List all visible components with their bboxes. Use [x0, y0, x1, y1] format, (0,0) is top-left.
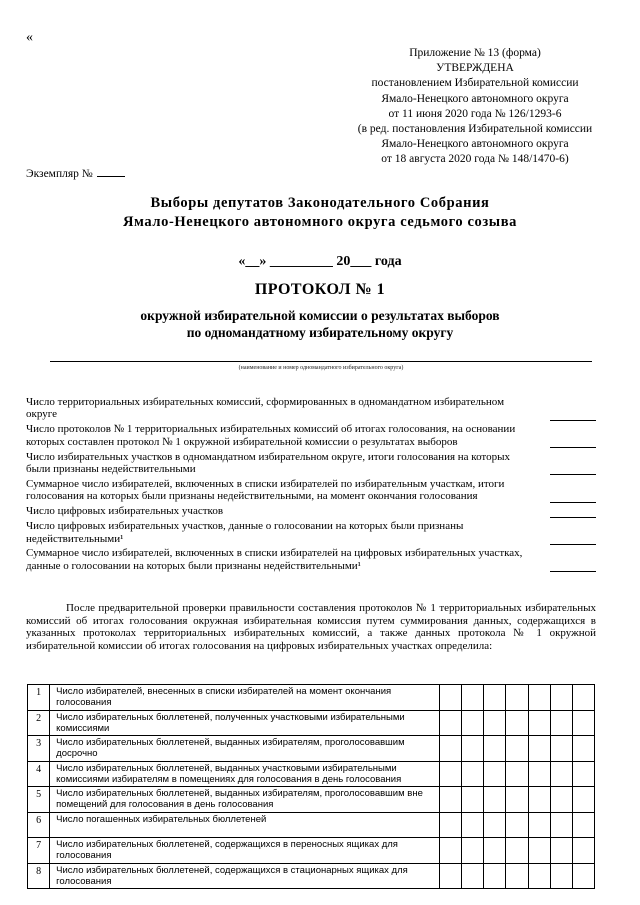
digit-box[interactable] [462, 710, 484, 736]
district-name-caption: (наименование и номер одномандатного избирательного округа) [238, 365, 404, 371]
answer-blank [550, 517, 596, 518]
digit-box[interactable] [506, 761, 528, 787]
answer-blank [550, 544, 596, 545]
digit-box[interactable] [550, 863, 572, 889]
summary-item-text: Число избирательных участков в одномандатном избирательном округе, итоги голосования на которых были признаны недействительными [26, 450, 510, 476]
approval-line: Приложение № 13 (форма) [409, 47, 541, 59]
approval-line: Ямало-Ненецкого автономного округа [381, 138, 569, 151]
digit-box[interactable] [506, 863, 528, 889]
digit-box[interactable] [484, 812, 506, 838]
digit-box[interactable] [550, 685, 572, 711]
digit-box[interactable] [528, 838, 550, 864]
summary-item [26, 520, 600, 545]
determination-paragraph: После предварительной проверки правильности составления протоколов № 1 территориальных избирательных комиссий об итогах голосования окружная избирательная комиссия путем суммирования данных, содержащихся в указанных протоколах территориальных избирательных комиссий, а также данных протокола № 1 окружной избирательной комиссии об итогах голосования на цифровых избирательных участках определила: [26, 602, 596, 652]
digit-box[interactable] [462, 761, 484, 787]
row-label: Число избирательных бюллетеней, выданных избирателям, проголосовавшим вне помещений для голосования в день голосования [50, 787, 440, 813]
protocol-subtitle-line: окружной избирательной комиссии о результатах выборов [140, 308, 500, 323]
digit-box[interactable] [462, 787, 484, 813]
copy-number-label: Экземпляр № [26, 168, 93, 180]
row-label: Число избирателей, внесенных в списки избирателей на момент окончания голосования [50, 685, 440, 711]
digit-box[interactable] [439, 685, 461, 711]
summary-item-text: Число протоколов № 1 территориальных избирательных комиссий об итогах голосования, на основании которых составлен протокол № 1 окружной избирательной комиссии о результатах выборов [26, 423, 516, 448]
row-number: 8 [28, 863, 50, 889]
table-row [28, 863, 595, 889]
digit-box[interactable] [506, 736, 528, 762]
digit-box[interactable] [550, 710, 572, 736]
approval-line: от 18 августа 2020 года № 148/1470-6) [381, 153, 569, 166]
table-row [28, 761, 595, 787]
digit-box[interactable] [572, 787, 594, 813]
digit-box[interactable] [462, 736, 484, 762]
table-row [28, 787, 595, 813]
digit-box[interactable] [439, 710, 461, 736]
summary-item-text: Суммарное число избирателей, включенных в списки избирателей на цифровых избирательных участках, данные о голосовании на которых были признаны недействительными¹ [26, 547, 523, 572]
digit-box[interactable] [550, 838, 572, 864]
row-number: 2 [28, 710, 50, 736]
protocol-subtitle [40, 307, 600, 341]
digit-box[interactable] [572, 761, 594, 787]
digit-box[interactable] [550, 736, 572, 762]
opening-quote-mark: « [26, 30, 33, 45]
summary-item [26, 478, 600, 503]
table-row [28, 838, 595, 864]
digit-box[interactable] [484, 863, 506, 889]
digit-box[interactable] [506, 812, 528, 838]
summary-item-text: Число цифровых избирательных участков [26, 505, 224, 518]
approval-line: постановлением Избирательной комиссии [371, 77, 579, 90]
table-row [28, 710, 595, 736]
election-title-line: Выборы депутатов Законодательного Собрания [150, 195, 490, 211]
digit-box[interactable] [484, 736, 506, 762]
row-number: 3 [28, 736, 50, 762]
digit-box[interactable] [550, 812, 572, 838]
digit-box[interactable] [572, 812, 594, 838]
election-title-line: Ямало-Ненецкого автономного округа седьмого созыва [122, 214, 517, 230]
digit-box[interactable] [528, 863, 550, 889]
digit-box[interactable] [484, 787, 506, 813]
digit-box[interactable] [484, 761, 506, 787]
row-label: Число избирательных бюллетеней, выданных участковыми избирательными комиссиями избирателям в помещениях для голосования в день голосования [50, 761, 440, 787]
digit-box[interactable] [506, 787, 528, 813]
digit-box[interactable] [439, 812, 461, 838]
summary-items [26, 396, 600, 575]
approval-line: Ямало-Ненецкого автономного округа [381, 92, 569, 105]
approval-block [340, 46, 610, 168]
digit-box[interactable] [572, 710, 594, 736]
row-number: 7 [28, 838, 50, 864]
row-label: Число избирательных бюллетеней, содержащихся в переносных ящиках для голосования [50, 838, 440, 864]
copy-number-blank [97, 166, 125, 177]
row-number: 1 [28, 685, 50, 711]
table-row [28, 685, 595, 711]
digit-box[interactable] [484, 685, 506, 711]
digit-box[interactable] [528, 812, 550, 838]
row-number: 5 [28, 787, 50, 813]
digit-box[interactable] [462, 838, 484, 864]
protocol-title: ПРОТОКОЛ № 1 [254, 281, 386, 298]
row-number: 6 [28, 812, 50, 838]
digit-box[interactable] [572, 685, 594, 711]
answer-blank [550, 474, 596, 475]
answer-blank [550, 420, 596, 421]
row-label: Число погашенных избирательных бюллетеней [50, 812, 440, 838]
digit-box[interactable] [528, 761, 550, 787]
digit-box[interactable] [528, 710, 550, 736]
results-table [27, 684, 595, 889]
digit-box[interactable] [462, 863, 484, 889]
digit-box[interactable] [572, 863, 594, 889]
row-label: Число избирательных бюллетеней, содержащихся в стационарных ящиках для голосования [50, 863, 440, 889]
approval-line: УТВЕРЖДЕНА [436, 62, 514, 75]
digit-box[interactable] [439, 787, 461, 813]
district-name-line [50, 361, 592, 362]
digit-box[interactable] [572, 736, 594, 762]
answer-blank [550, 447, 596, 448]
election-title [40, 194, 600, 232]
approval-line: (в ред. постановления Избирательной комиссии [357, 123, 593, 136]
digit-box[interactable] [439, 838, 461, 864]
digit-box[interactable] [550, 761, 572, 787]
digit-box[interactable] [484, 838, 506, 864]
row-label: Число избирательных бюллетеней, полученных участковыми избирательными комиссиями [50, 710, 440, 736]
answer-blank [550, 571, 596, 572]
summary-item [26, 451, 600, 476]
digit-box[interactable] [528, 787, 550, 813]
digit-box[interactable] [506, 838, 528, 864]
summary-item [26, 423, 600, 448]
digit-box[interactable] [528, 685, 550, 711]
digit-box[interactable] [462, 812, 484, 838]
digit-box[interactable] [550, 787, 572, 813]
summary-item-text: Число цифровых избирательных участков, данные о голосовании на которых были признаны недействительными¹ [26, 520, 464, 545]
digit-box[interactable] [439, 761, 461, 787]
table-row [28, 736, 595, 762]
answer-blank [550, 502, 596, 503]
digit-box[interactable] [528, 736, 550, 762]
summary-item [26, 396, 600, 421]
date-line: «__» _________ 20___ года [238, 254, 402, 269]
digit-box[interactable] [439, 863, 461, 889]
summary-item-text: Суммарное число избирателей, включенных в списки избирателей по избирательным участкам, итоги голосования на которых были признаны недействительными, на момент окончания голосования [26, 477, 505, 503]
copy-number [26, 166, 125, 180]
digit-box[interactable] [572, 838, 594, 864]
digit-box[interactable] [484, 710, 506, 736]
digit-box[interactable] [506, 710, 528, 736]
digit-box[interactable] [439, 736, 461, 762]
approval-line: от 11 июня 2020 года № 126/1293-6 [388, 107, 562, 120]
row-label: Число избирательных бюллетеней, выданных избирателям, проголосовавшим досрочно [50, 736, 440, 762]
table-row [28, 812, 595, 838]
row-number: 4 [28, 761, 50, 787]
digit-box[interactable] [506, 685, 528, 711]
summary-item [26, 547, 600, 572]
summary-item [26, 505, 600, 517]
digit-box[interactable] [462, 685, 484, 711]
summary-item-text: Число территориальных избирательных комиссий, сформированных в одномандатном избирательном округе [26, 396, 505, 421]
protocol-subtitle-line: по одномандатному избирательному округу [186, 325, 454, 340]
